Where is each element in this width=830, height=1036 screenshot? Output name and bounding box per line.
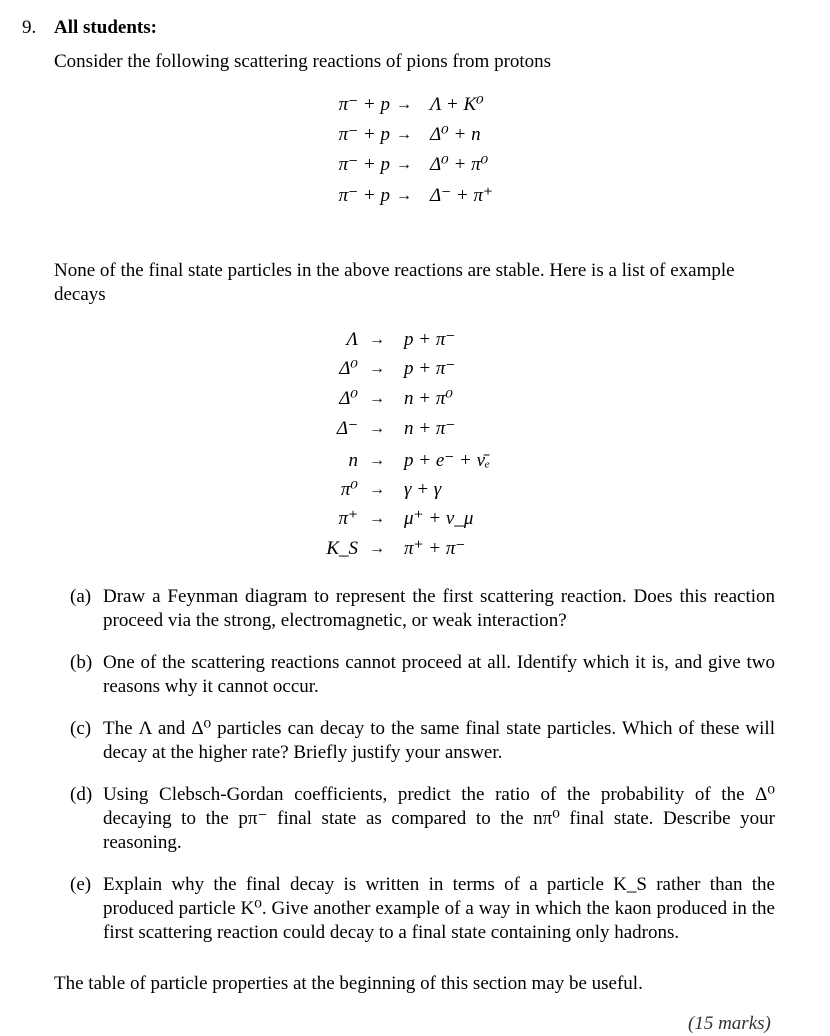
decay-lhs: K_S: [326, 538, 358, 559]
decay-arrow: →: [369, 360, 385, 377]
decay-lhs: Δ⁰: [339, 358, 358, 379]
reaction-rhs: Δ⁻ + π⁺: [430, 185, 494, 206]
reaction-rhs: Δ⁰ + π⁰: [430, 154, 489, 175]
question-intro: Consider the following scattering reactions of pions from protons: [54, 51, 552, 72]
reaction-rhs: Δ⁰ + n: [430, 124, 481, 145]
decay-rhs: n + π⁰: [404, 388, 453, 409]
decay-arrow: →: [369, 331, 385, 348]
closing-note: The table of particle properties at the beginning of this section may be useful.: [54, 973, 643, 994]
decay-rhs: μ⁺ + ν_μ: [404, 508, 474, 529]
decay-arrow: →: [369, 510, 385, 527]
reaction-arrow: →: [396, 156, 412, 173]
decay-rhs: π⁺ + π⁻: [404, 538, 466, 559]
reaction-lhs: π⁻ + p: [338, 94, 390, 115]
reaction-lhs: π⁻ + p: [338, 124, 390, 145]
reaction-lhs: π⁻ + p: [338, 185, 390, 206]
decay-rhs: p + e⁻ + ν̄ₑ: [404, 450, 491, 471]
part-text: Explain why the final decay is written in terms of a particle K_S rather than the produced particle K⁰. Give another example of a way in which the kaon produced in the first scattering reaction could decay to a final state containing only hadrons.: [103, 874, 775, 943]
decay-rhs: p + π⁻: [404, 358, 456, 379]
question-number: 9.: [22, 17, 37, 38]
decay-lhs: π⁰: [340, 479, 358, 500]
decay-arrow: →: [369, 481, 385, 498]
reaction-arrow: →: [396, 126, 412, 143]
part-text: Using Clebsch-Gordan coefficients, predict the ratio of the probability of the Δ⁰ decaying to the pπ⁻ final state as compared to the nπ⁰ final state. Describe your reasoning.: [103, 784, 775, 853]
part-label: (c): [70, 718, 92, 739]
decay-lhs: Δ⁰: [339, 388, 358, 409]
decay-arrow: →: [369, 390, 385, 407]
question-heading: All students:: [54, 17, 157, 38]
part-label: (a): [70, 586, 92, 607]
part-label: (e): [70, 874, 92, 895]
reaction-rhs: Λ + K⁰: [430, 94, 484, 115]
decay-arrow: →: [369, 452, 385, 469]
part-text: Draw a Feynman diagram to represent the first scattering reaction. Does this reaction proceed via the strong, electromagnetic, or weak interaction?: [103, 586, 775, 631]
part-label: (d): [70, 784, 93, 805]
part-text: The Λ and Δ⁰ particles can decay to the same final state particles. Which of these will decay at the higher rate? Briefly justify your answer.: [103, 718, 775, 763]
reaction-lhs: π⁻ + p: [338, 154, 390, 175]
decay-lhs: n: [348, 450, 358, 471]
decay-rhs: γ + γ: [404, 479, 442, 500]
decays-intro: None of the final state particles in the above reactions are stable. Here is a list of example decays: [54, 260, 735, 305]
decay-lhs: π⁺: [338, 508, 358, 529]
decay-arrow: →: [369, 420, 385, 437]
reaction-arrow: →: [396, 96, 412, 113]
reaction-arrow: →: [396, 187, 412, 204]
decay-rhs: p + π⁻: [404, 329, 456, 350]
part-label: (b): [70, 652, 93, 673]
decay-arrow: →: [369, 540, 385, 557]
decay-rhs: n + π⁻: [404, 418, 456, 439]
part-text: One of the scattering reactions cannot proceed at all. Identify which it is, and give two reasons why it cannot occur.: [103, 652, 775, 697]
marks-label: (15 marks): [688, 1013, 771, 1034]
decay-lhs: Δ⁻: [336, 418, 358, 439]
decay-lhs: Λ: [346, 329, 358, 350]
